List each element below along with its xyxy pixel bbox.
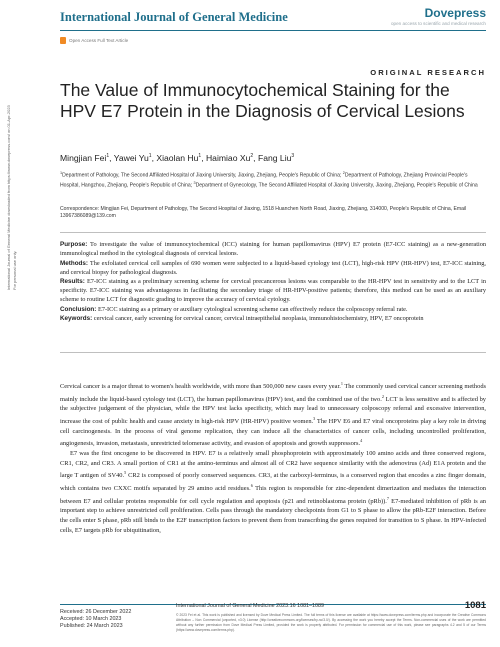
citation-ref: 6 (250, 482, 253, 488)
license-text: © 2023 Fei et al. This work is published and licensed by Dove Medical Press Limited. The full terms of this license are available at https://www.dovepress.com/terms.php and incorporate the Creative Commons Attribution – Non Commercial (unported, v3.0) License (http://creativecommons.org/licenses/by-nc/3.0/). By accessing the work you hereby accept the Terms. Non-commercial uses of the work are permitted without any further permission from Dove Medical Press Limited, provided the work is properly attributed. For permission for commercial use of this work, please see paragraphs 4.2 and 5 of our Terms (https://www.dovepress.com/terms.php). (176, 613, 486, 632)
abstract-label: Conclusion: (60, 305, 97, 313)
abstract-paragraph (60, 240, 486, 258)
author-list: Mingjian Fei$^1$, Yawei Yu$^1$, Xiaolan Hu$^1$, Haimiao Xu$^2$, Fang Liu$^3$ (60, 153, 295, 163)
sidebar-personal-use: For personal use only. (11, 250, 17, 290)
sidebar-download-note: International Journal of General Medicine downloaded from https://www.dovepress.com/ on 01-Apr-2023 (6, 105, 11, 290)
abstract-label: Keywords: (60, 315, 93, 323)
citation-ref: 1 (340, 381, 343, 386)
body-text-run: LCT is less sensitive and is affected by the subjective judgement of the physician, while the HPV test lacks specificity, which may lead to unnecessary colposcopy referral and excessive intervention, increase the cost of public health and cause anxiety in high-risk HPV (HR-HPV) positive women. (60, 395, 486, 426)
download-sidebar (2, 105, 26, 290)
published-date: Published: 24 March 2023 (60, 623, 123, 630)
publisher-name: Dovepress (424, 6, 486, 20)
open-access-badge[interactable] (60, 37, 128, 44)
body-text-run: The HPV E6 and E7 viral oncoproteins play a key role in driving cell carcinogenesis. In the process of viral genome replication, they can induce all the characteristics of cancer cells, including uncontrolled proliferation, angiogenesis, invasion, metastasis, unrestricted telomerase activity, and evasion of apoptosis and growth suppressors. (60, 418, 486, 448)
author-affiliation-mark: 2 (250, 153, 254, 160)
body-text-run: E7 was the first oncogene to be discovered in HPV. E7 is a relatively small phosphoprotein with approximately 100 amino acids and three conserved regions, CR1, CR2, and CR3. A small portion of CR1 at the amino-terminus and almost all of CR2 have sequence similarity with the adenovirus (Ad) E1A protein and the large T antigen of SV40. (60, 450, 486, 480)
abstract-label: Results: (60, 278, 85, 286)
header-rule (60, 30, 486, 31)
citation-ref: 2 (381, 393, 384, 399)
citation-ref: 3 (313, 416, 316, 422)
author-affiliation-mark: 3 (291, 153, 295, 160)
author-name: Xiaolan Hu (156, 153, 199, 163)
author-affiliation-mark: 1 (106, 153, 110, 160)
body-text-run: This region is responsible for zinc-dependent dimerization and mediates the interaction between E7 and cellular proteins responsible for cell cycle regulation and apoptosis (p21 and retinoblastoma protein (pRb)). (60, 485, 486, 505)
body-text (60, 379, 486, 535)
received-date: Received: 26 December 2022 (60, 609, 132, 615)
article-section-label: ORIGINAL RESEARCH (370, 68, 486, 77)
affiliation-text: Department of Pathology, The Second Affiliated Hospital of Jiaxing University, Jiaxing, Zhejiang, People's Republic of China; (62, 172, 343, 179)
affiliations (60, 170, 486, 190)
open-access-label: Open Access Full Text Article (69, 38, 129, 43)
abstract-text: E7-ICC staining as a primary or auxiliary cytological screening scheme can effectively reduce the colposcopy referral rate. (97, 305, 408, 313)
publisher-logo[interactable] (391, 6, 486, 26)
page-number: 1081 (464, 600, 486, 611)
body-paragraph (60, 379, 486, 449)
abstract-paragraph (60, 259, 486, 277)
affiliation-mark: 3 (193, 181, 196, 186)
correspondence: Correspondence: Mingjian Fei, Department of Pathology, The Second Hospital of Jiaxing, 1518 Huanchen North Road, Jiaxing, Zhejiang, 314000, People's Republic of China, Email 13967386089@139.com (60, 206, 467, 220)
footer-citation[interactable]: International Journal of General Medicine 2023:16 1081–1089 (176, 603, 325, 609)
author-name: Mingjian Fei (60, 153, 107, 163)
publisher-tagline: open access to scientific and medical research (391, 21, 486, 26)
abstract-label: Methods: (60, 259, 88, 267)
abstract-paragraph (60, 305, 486, 314)
abstract-paragraph (60, 314, 486, 323)
affiliation-text: Department of Pathology, Zhejiang Provincial People's Hospital, Hangzhou, Zhejiang, People's Republic of China; (60, 172, 468, 189)
author-name: Fang Liu (257, 153, 292, 163)
journal-title[interactable]: International Journal of General Medicine (60, 10, 288, 24)
abstract-text: E7-ICC staining as a preliminary screening scheme for cervical precancerous lesions was comparable to the HR-HPV test in sensitivity and to the LCT in specificity. E7-ICC staining was advantageous in facilitating the secondary triage of HR-HPV-positive patients; therefore, this method can be used as an auxiliary scheme to routine LCT for diagnostic grading to improve the accuracy of cervical cytology. (60, 278, 486, 304)
affiliation-text: Department of Gynecology, The Second Affiliated Hospital of Jiaxing University, Jiaxing, Zhejiang, People's Republic of China (195, 182, 478, 189)
body-text-run: The commonly used cervical cancer screening methods mainly include the liquid-based cytology test (LCT), the human papillomavirus (HPV) test, and the combined use of the two. (60, 383, 487, 403)
abstract-paragraph (60, 277, 486, 304)
body-paragraph (60, 449, 486, 535)
author-affiliation-mark: 1 (198, 153, 202, 160)
body-text-run: CR2 is composed of poorly conserved sequences. CR3, at the carboxyl-terminus, is a conserved region that encodes a zinc finger domain, which contains two CXXC motifs separated by 29 amino acid residues. (60, 472, 486, 493)
citation-ref: 5 (124, 470, 127, 476)
abstract-bottom-rule (60, 352, 486, 353)
author-affiliation-mark: 1 (148, 153, 152, 160)
body-text-run: E7-mediated inhibition of pRb is an important step to achieve unrestricted cell proliferation. Cells pass through the mandatory checkpoints from G1 to S phase to allow the pRb-E2F interaction. Before the cells enter S phase, pRb still binds to the E2F transcription factors to prevent them from transcribing the genes required for transition to S phase. In HPV-infected cells, E7 targets pRb for ubiquitination, (60, 497, 486, 534)
abstract-text: To investigate the value of immunocytochemical (ICC) staining for human papillomavirus (HPV) E7 protein (E7-ICC staining) as a new-generation immunological method in the cytological diagnosis of cervical lesions. (60, 241, 486, 257)
publication-dates (60, 609, 131, 631)
affiliation-mark: 2 (342, 171, 345, 175)
accepted-date: Accepted: 10 March 2023 (60, 616, 122, 623)
abstract-text: cervical cancer, early screening for cervical cancer, cervical intraepithelial neoplasia, immunohistochemistry, HPV, E7 oncoprotein (93, 315, 424, 323)
affiliation-mark: 1 (60, 171, 63, 175)
body-text-run: Cervical cancer is a major threat to women's health worldwide, with more than 500,000 new cases every year. (60, 383, 341, 391)
abstract-text: The exfoliated cervical cell samples of 690 women were subjected to a liquid-based cytology test (LCT), high-risk HPV (HR-HPV) test, E7-ICC staining, and cervical biopsy for pathological diagnosis. (60, 259, 486, 276)
article-title: The Value of Immunocytochemical Staining for the HPV E7 Protein in the Diagnosis of Cervical Lesions (60, 80, 465, 121)
open-access-lock-icon (60, 37, 66, 44)
author-name: Haimiao Xu (205, 153, 251, 163)
abstract (60, 240, 486, 324)
abstract-top-rule (60, 232, 486, 233)
author-name: Yawei Yu (113, 153, 149, 163)
citation-ref: 4 (360, 438, 363, 444)
citation-ref: 7 (386, 495, 389, 501)
abstract-label: Purpose: (60, 241, 88, 248)
